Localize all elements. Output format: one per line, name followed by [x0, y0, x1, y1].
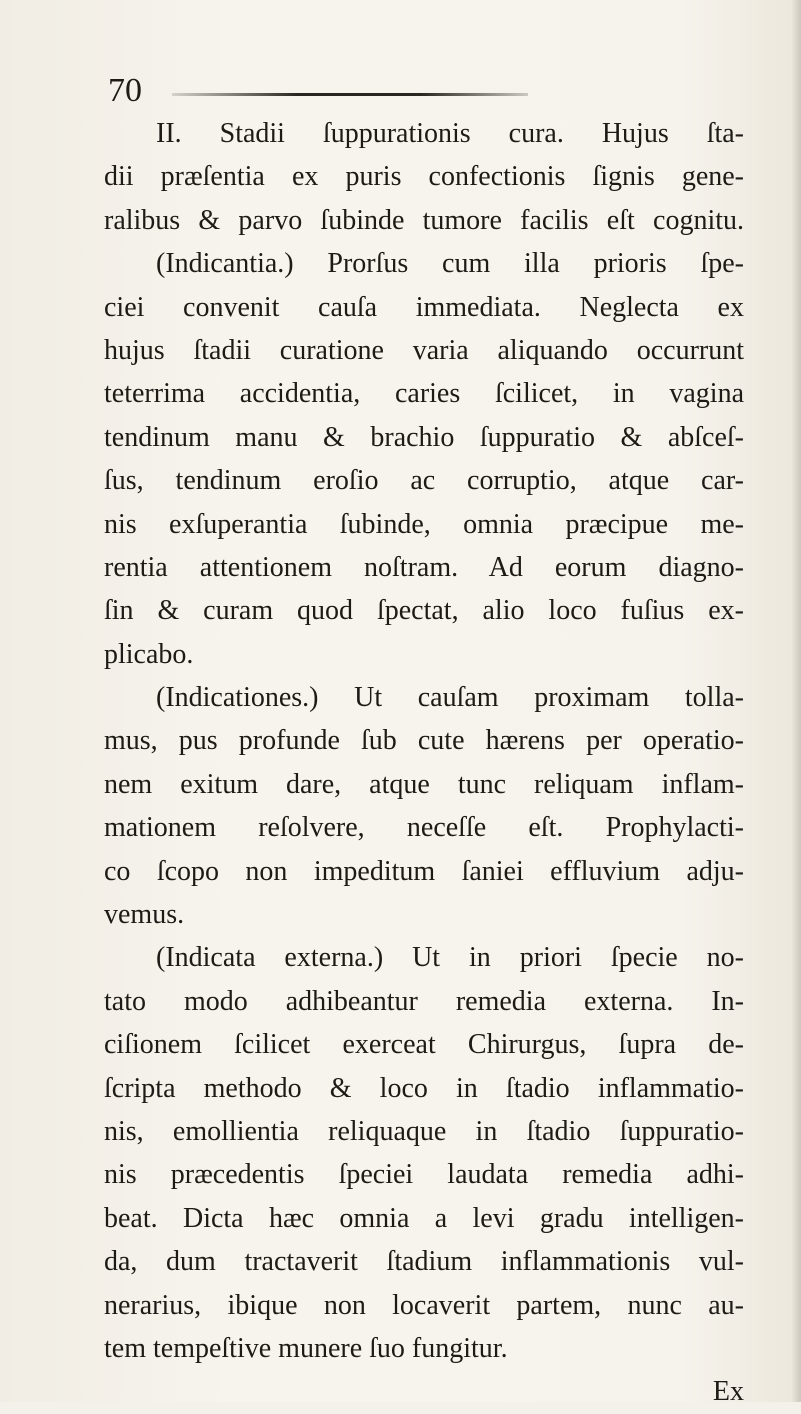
text-line: nerarius, ibique non locaverit partem, nunc au- — [104, 1289, 744, 1321]
text-line: plicabo. — [104, 638, 194, 670]
text-line: teterrima accidentia, caries ſcilicet, in vagina — [104, 378, 744, 410]
text-line: rentia attentionem noſtram. Ad eorum diagno- — [104, 551, 744, 583]
page-edge-shadow — [791, 0, 801, 1402]
page-number: 70 — [108, 72, 142, 109]
text-line: beat. Dicta hæc omnia a levi gradu intelligen- — [104, 1202, 744, 1234]
body-text — [104, 112, 744, 1414]
text-line: ciſionem ſcilicet exerceat Chirurgus, ſupra de- — [104, 1029, 744, 1061]
text-line: ciei convenit cauſa immediata. Neglecta ex — [104, 291, 744, 323]
text-line: co ſcopo non impeditum ſaniei effluvium adju- — [104, 855, 744, 887]
text-line: (Indicantia.) Prorſus cum illa prioris ſpe- — [156, 248, 744, 280]
text-line: tato modo adhibeantur remedia externa. In- — [104, 985, 744, 1017]
text-line: (Indicata externa.) Ut in priori ſpecie no- — [156, 942, 744, 974]
text-line: ralibus & parvo ſubinde tumore facilis eſt cognitu. — [104, 204, 744, 236]
text-line: tem tempeſtive munere ſuo fungitur. — [104, 1332, 508, 1364]
text-line: nis, emollientia reliquaque in ſtadio ſuppuratio- — [104, 1115, 744, 1147]
text-line: nem exitum dare, atque tunc reliquam inflam- — [104, 768, 744, 800]
text-line: ſcripta methodo & loco in ſtadio inflammatio- — [104, 1072, 744, 1104]
text-line: nis exſuperantia ſubinde, omnia præcipue me- — [104, 508, 744, 540]
catchword: Ex — [712, 1376, 744, 1408]
text-line: tendinum manu & brachio ſuppuratio & abſceſ- — [104, 421, 744, 453]
text-line: (Indicationes.) Ut cauſam proximam tolla- — [156, 682, 744, 714]
text-line: ſus, tendinum eroſio ac corruptio, atque car- — [104, 465, 744, 497]
text-line: da, dum tractaverit ſtadium inflammationis vul- — [104, 1246, 744, 1278]
text-line: mus, pus profunde ſub cute hærens per operatio- — [104, 725, 744, 757]
header-rule — [172, 93, 528, 96]
text-line: mationem reſolvere, neceſſe eſt. Prophylacti- — [104, 812, 744, 844]
text-line: dii præſentia ex puris confectionis ſignis gene- — [104, 161, 744, 193]
text-line: ſin & curam quod ſpectat, alio loco fuſius ex- — [104, 595, 744, 627]
text-line: II. Stadii ſuppurationis cura. Hujus ſta- — [156, 118, 744, 149]
text-line: hujus ſtadii curatione varia aliquando occurrunt — [104, 334, 744, 366]
text-line: nis præcedentis ſpeciei laudata remedia adhi- — [104, 1159, 744, 1191]
text-line: vemus. — [104, 899, 185, 931]
